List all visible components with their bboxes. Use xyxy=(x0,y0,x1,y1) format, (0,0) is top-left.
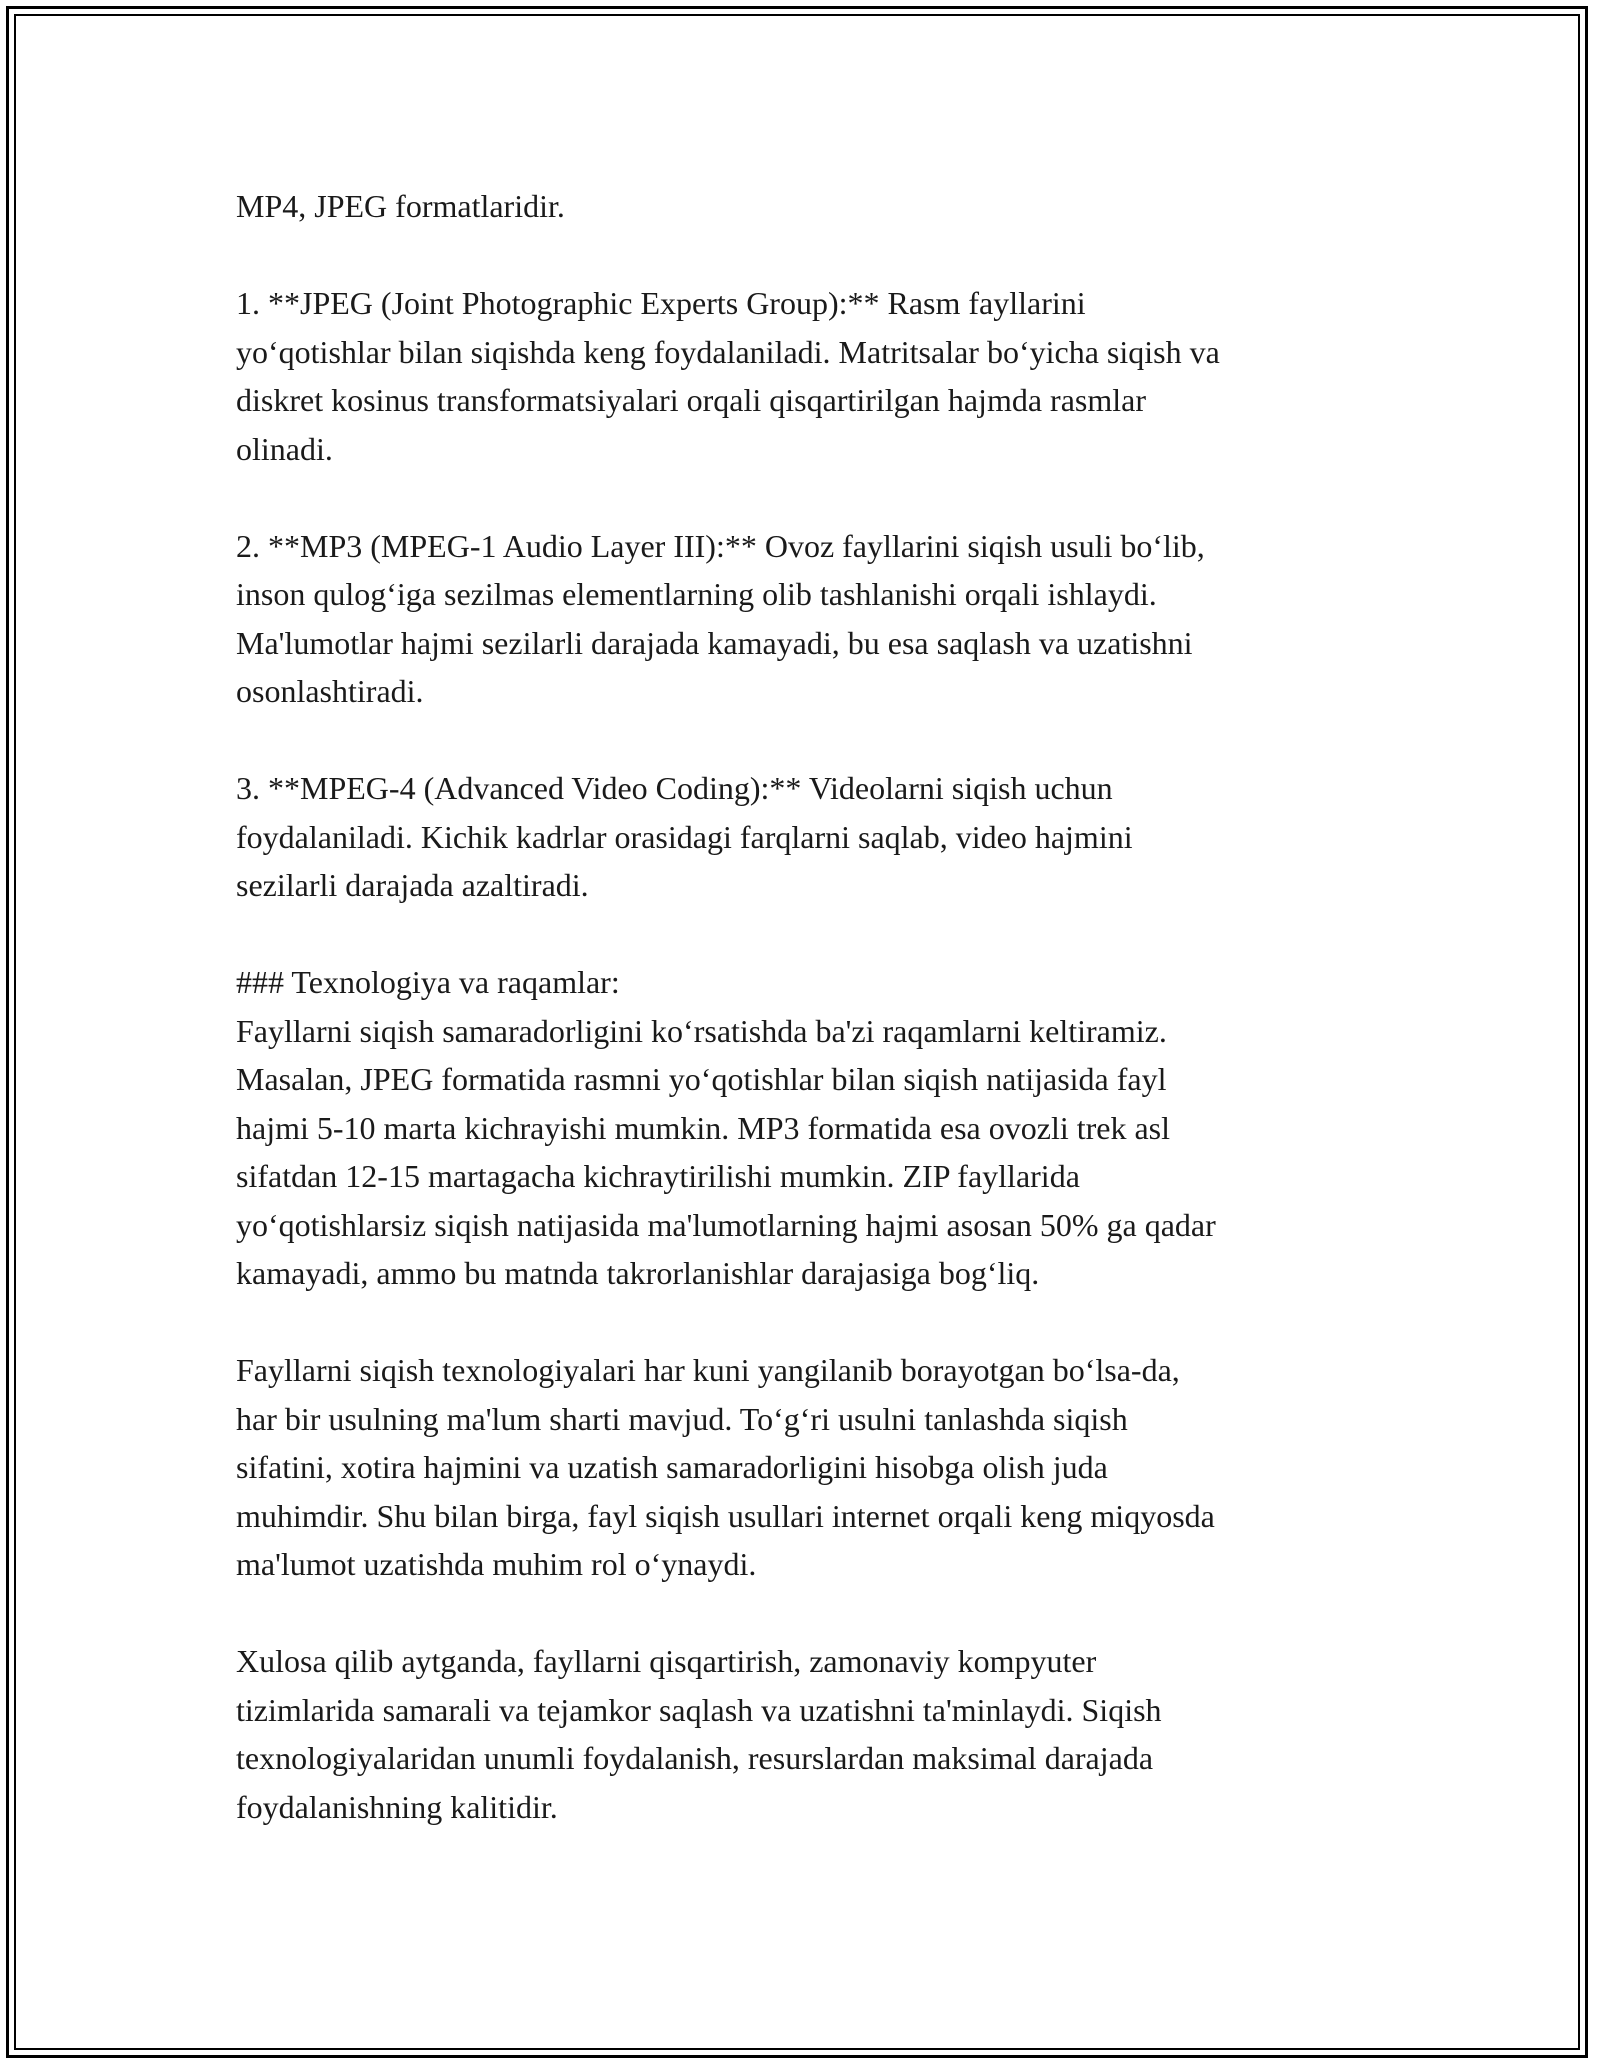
paragraph-jpeg: 1. **JPEG (Joint Photographic Experts Group):** Rasm fayllarini yo‘qotishlar bilan siqishda keng foydalaniladi. Matritsalar bo‘yicha siqish va diskret kosinus transformatsiyalari orqali qisqartirilgan hajmda rasmlar olinadi. xyxy=(236,285,1220,467)
paragraph-method-choice: Fayllarni siqish texnologiyalari har kuni yangilanib borayotgan bo‘lsa-da, har bir usulning ma'lum sharti mavjud. To‘g‘ri usulni tanlashda siqish sifatini, xotira hajmini va uzatish samaradorligini hisobga olish juda muhimdir. Shu bilan birga, fayl siqish usullari internet orqali keng miqyosda ma'lumot uzatishda muhim rol o‘ynaydi. xyxy=(236,1352,1215,1582)
paragraph-mpeg4: 3. **MPEG-4 (Advanced Video Coding):** Videolarni siqish uchun foydalaniladi. Kichik kadrlar orasidagi farqlarni saqlab, video hajmini sezilarli darajada azaltiradi. xyxy=(236,770,1133,903)
paragraph-mp3: 2. **MP3 (MPEG-1 Audio Layer III):** Ovoz fayllarini siqish usuli bo‘lib, inson qulog‘iga sezilmas elementlarning olib tashlanishi orqali ishlaydi. Ma'lumotlar hajmi sezilarli darajada kamayadi, bu esa saqlash va uzatishni osonlashtiradi. xyxy=(236,527,1205,709)
paragraph-intro: MP4, JPEG formatlaridir. xyxy=(236,188,565,224)
paragraph-conclusion: Xulosa qilib aytganda, fayllarni qisqartirish, zamonaviy kompyuter tizimlarida samarali va tejamkor saqlash va uzatishni ta'minlaydi. Siqish texnologiyalaridan unumli foydalanish, resurslardan maksimal darajada foydalanishning kalitidir. xyxy=(236,1643,1162,1825)
paragraph-technology-numbers: ### Texnologiya va raqamlar: Fayllarni siqish samaradorligini ko‘rsatishda ba'zi raqamlarni keltiramiz. Masalan, JPEG formatida rasmni yo‘qotishlar bilan siqish natijasida fayl hajmi 5-10 marta kichrayishi mumkin. MP3 formatida esa ovozli trek asl sifatdan 12-15 martagacha kichraytirilishi mumkin. ZIP fayllarida yo‘qotishlarsiz siqish natijasida ma'lumotlarning hajmi asosan 50% ga qadar kamayadi, ammo bu matnda takrorlanishlar darajasiga bog‘liq. xyxy=(236,964,1216,1291)
document-body xyxy=(236,182,1366,1880)
